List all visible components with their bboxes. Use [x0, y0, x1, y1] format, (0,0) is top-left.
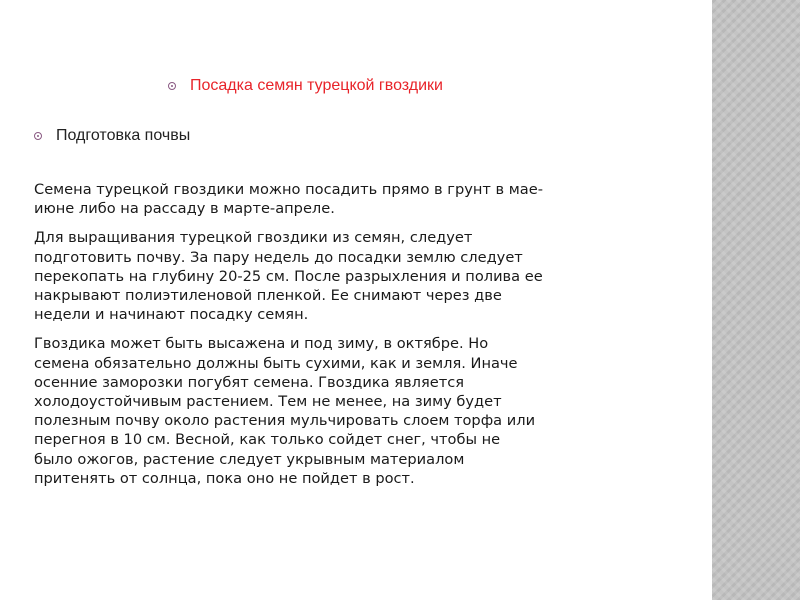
- slide-title: Посадка семян турецкой гвоздики: [190, 77, 443, 94]
- slide-subtitle-line: [34, 127, 190, 145]
- circle-bullet-icon: [34, 132, 42, 140]
- decorative-side-strip: [712, 0, 800, 600]
- body-paragraph-2: Для выращивания турецкой гвоздики из семян, следует подготовить почву. За пару недель до посадки землю следует перекопать на глубину 20-25 см. После разрыхления и полива ее накрывают полиэтиленовой пленкой. Ее снимают через две недели и начинают посадку семян.: [34, 229, 543, 324]
- body-paragraph-3: Гвоздика может быть высажена и под зиму, в октябре. Но семена обязательно должны быть сухими, как и земля. Иначе осенние заморозки погубят семена. Гвоздика является холодоустойчивым растением. Тем не менее, на зиму будет полезным почву около растения мульчировать слоем торфа или перегноя в 10 см. Весной, как только сойдет снег, чтобы не было ожогов, растение следует укрывным материалом притенять от солнца, пока оно не пойдет в рост.: [34, 335, 536, 487]
- slide-body: [34, 180, 684, 498]
- slide-subtitle: Подготовка почвы: [56, 127, 191, 144]
- circle-bullet-icon: [168, 82, 176, 90]
- body-paragraph-1: Семена турецкой гвоздики можно посадить прямо в грунт в мае- июне либо на рассаду в марте-апреле.: [34, 181, 543, 218]
- slide-title-line: [168, 77, 443, 95]
